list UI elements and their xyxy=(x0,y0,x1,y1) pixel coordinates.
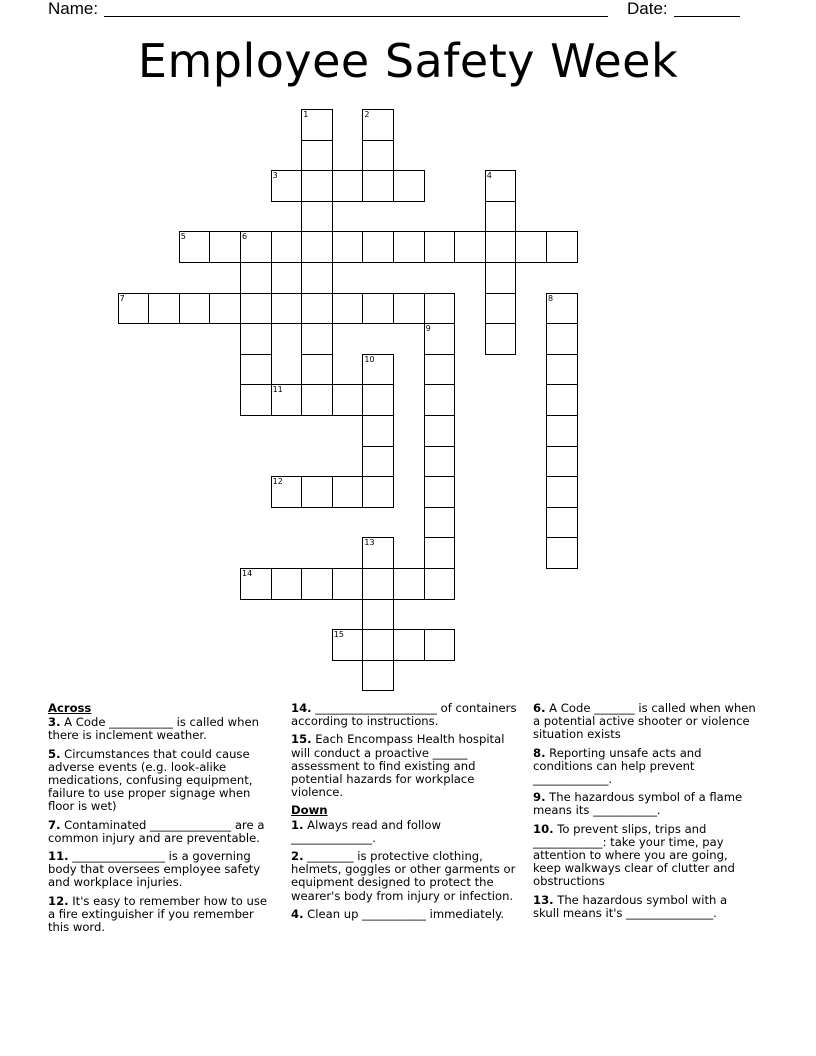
clue-item xyxy=(291,733,527,799)
crossword-cell[interactable] xyxy=(332,476,364,508)
clue-item-text: Circumstances that could cause adverse events (e.g. look-alike medications, confusing equipment, failure to use proper signage when floor is wet) xyxy=(48,746,253,814)
crossword-cell[interactable] xyxy=(271,476,303,508)
section-heading: Across xyxy=(48,701,92,715)
clue-item xyxy=(48,895,276,935)
clue-number: 5 xyxy=(180,232,186,242)
crossword-cell[interactable] xyxy=(362,384,394,416)
crossword-cell[interactable] xyxy=(301,384,333,416)
crossword-cell[interactable] xyxy=(546,354,578,386)
crossword-cell[interactable] xyxy=(546,537,578,569)
crossword-cell[interactable] xyxy=(179,293,211,325)
clue-item xyxy=(48,850,276,890)
crossword-cell[interactable] xyxy=(424,537,456,569)
crossword-cell[interactable] xyxy=(240,384,272,416)
clue-item xyxy=(533,791,757,817)
clue-item-text: It's easy to remember how to use a fire extinguisher if you remember this word. xyxy=(48,893,268,935)
crossword-cell[interactable] xyxy=(362,660,394,692)
crossword-cell[interactable] xyxy=(393,170,425,202)
clue-item-text: ________ is protective clothing, helmets, goggles or other garments or equipment designed to protect the wearer's body from injury or infection. xyxy=(291,849,516,903)
crossword-cell[interactable] xyxy=(179,231,211,263)
crossword-cell[interactable] xyxy=(301,354,333,386)
puzzle-title: Employee Safety Week xyxy=(137,34,679,88)
date-field-line[interactable] xyxy=(674,16,740,17)
crossword-cell[interactable] xyxy=(362,109,394,141)
name-label: Name: xyxy=(48,0,99,18)
clue-item xyxy=(533,747,757,787)
crossword-cell[interactable] xyxy=(332,384,364,416)
crossword-cell[interactable] xyxy=(148,293,180,325)
clue-item xyxy=(291,850,527,903)
crossword-cell[interactable] xyxy=(424,446,456,478)
crossword-cell[interactable] xyxy=(118,293,150,325)
crossword-cell[interactable] xyxy=(271,384,303,416)
clue-item-text: The hazardous symbol of a flame means its ___________. xyxy=(533,790,743,818)
clue-item-number: 5. xyxy=(48,746,61,761)
clue-item-text: To prevent slips, trips and ____________: take your time, pay attention to where you are going, keep walkways clear of clutter and obstructions xyxy=(533,821,735,889)
crossword-cell[interactable] xyxy=(301,476,333,508)
crossword-cell[interactable] xyxy=(240,262,272,294)
crossword-cell[interactable] xyxy=(393,568,425,600)
clue-item-number: 4. xyxy=(291,906,304,921)
clue-item-number: 6. xyxy=(533,701,546,715)
crossword-cell[interactable] xyxy=(362,354,394,386)
crossword-cell[interactable] xyxy=(240,231,272,263)
crossword-cell[interactable] xyxy=(362,293,394,325)
crossword-cell[interactable] xyxy=(332,629,364,661)
crossword-cell[interactable] xyxy=(332,170,364,202)
crossword-cell[interactable] xyxy=(301,262,333,294)
clue-item-number: 3. xyxy=(48,715,61,730)
crossword-cell[interactable] xyxy=(485,201,517,233)
crossword-cell[interactable] xyxy=(515,231,547,263)
crossword-cell[interactable] xyxy=(362,476,394,508)
crossword-cell[interactable] xyxy=(271,568,303,600)
crossword-cell[interactable] xyxy=(424,354,456,386)
crossword-cell[interactable] xyxy=(271,293,303,325)
crossword-cell[interactable] xyxy=(240,323,272,355)
clue-item-text: Always read and follow ______________. xyxy=(291,817,441,845)
crossword-cell[interactable] xyxy=(332,293,364,325)
crossword-cell[interactable] xyxy=(424,231,456,263)
crossword-cell[interactable] xyxy=(485,323,517,355)
crossword-cell[interactable] xyxy=(546,507,578,539)
clue-item-text: A Code _______ is called when when a potential active shooter or violence situation exists xyxy=(533,701,756,742)
clue-item-number: 13. xyxy=(533,892,554,907)
crossword-cell[interactable] xyxy=(485,231,517,263)
section-heading: Down xyxy=(291,803,328,818)
clues-column-3 xyxy=(533,702,757,925)
crossword-cell[interactable] xyxy=(546,446,578,478)
clue-item xyxy=(533,823,757,889)
crossword-cell[interactable] xyxy=(485,170,517,202)
crossword-cell[interactable] xyxy=(362,415,394,447)
clue-item xyxy=(533,702,757,742)
clue-item-text: Each Encompass Health hospital will conduct a proactive ______ assessment to find existing and potential hazards for workplace violence. xyxy=(291,732,505,800)
crossword-cell[interactable] xyxy=(240,354,272,386)
clue-number: 7 xyxy=(119,293,125,303)
clue-number: 13 xyxy=(364,538,375,548)
crossword-cell[interactable] xyxy=(362,537,394,569)
clues-column-1 xyxy=(48,702,276,939)
clue-number: 9 xyxy=(425,324,431,334)
crossword-cell[interactable] xyxy=(546,384,578,416)
crossword-cell[interactable] xyxy=(546,476,578,508)
clue-number: 6 xyxy=(242,232,248,242)
clue-number: 4 xyxy=(486,171,492,181)
crossword-cell[interactable] xyxy=(546,415,578,447)
clue-item xyxy=(533,894,757,920)
crossword-cell[interactable] xyxy=(393,629,425,661)
clue-number: 15 xyxy=(333,630,344,640)
crossword-cell[interactable] xyxy=(393,231,425,263)
crossword-cell[interactable] xyxy=(301,568,333,600)
crossword-cell[interactable] xyxy=(485,262,517,294)
crossword-cell[interactable] xyxy=(362,446,394,478)
clue-item xyxy=(291,908,527,921)
crossword-cell[interactable] xyxy=(424,629,456,661)
crossword-cell[interactable] xyxy=(485,293,517,325)
clue-number: 14 xyxy=(242,569,253,578)
clue-item-number: 11. xyxy=(48,849,69,864)
crossword-cell[interactable] xyxy=(546,293,578,325)
crossword-cell[interactable] xyxy=(424,568,456,600)
crossword-cell[interactable] xyxy=(240,293,272,325)
clue-number: 10 xyxy=(364,354,375,364)
clue-number: 3 xyxy=(272,171,278,181)
crossword-cell[interactable] xyxy=(209,293,241,325)
clue-item-text: Contaminated ______________ are a common injury and are preventable. xyxy=(48,817,265,845)
clue-number: 8 xyxy=(548,293,554,303)
crossword-cell[interactable] xyxy=(301,323,333,355)
crossword-cell[interactable] xyxy=(393,293,425,325)
clue-item-text: ________________ is a governing body that oversees employee safety and workplace injuries. xyxy=(48,849,261,890)
clue-item xyxy=(291,702,527,728)
date-label: Date: xyxy=(627,0,668,18)
crossword-cell[interactable] xyxy=(362,599,394,631)
page-header xyxy=(0,0,816,22)
clue-item-number: 9. xyxy=(533,790,546,805)
crossword-cell[interactable] xyxy=(301,231,333,263)
crossword-cell[interactable] xyxy=(424,323,456,355)
crossword-cell[interactable] xyxy=(362,568,394,600)
crossword-cell[interactable] xyxy=(209,231,241,263)
clue-item-number: 8. xyxy=(533,745,546,760)
crossword-cell[interactable] xyxy=(362,629,394,661)
clue-item xyxy=(48,748,276,814)
crossword-cell[interactable] xyxy=(424,293,456,325)
crossword-cell[interactable] xyxy=(301,140,333,172)
clue-item xyxy=(48,819,276,845)
crossword-cell[interactable] xyxy=(332,568,364,600)
clue-item-number: 12. xyxy=(48,893,69,908)
clue-number: 11 xyxy=(272,385,283,395)
clue-number: 2 xyxy=(364,110,370,119)
crossword-cell[interactable] xyxy=(362,140,394,172)
crossword-cell[interactable] xyxy=(546,323,578,355)
crossword-cell[interactable] xyxy=(301,109,333,141)
crossword-cell[interactable] xyxy=(546,231,578,263)
crossword-cell[interactable] xyxy=(362,231,394,263)
clue-item xyxy=(48,716,276,742)
crossword-cell[interactable] xyxy=(271,231,303,263)
name-field-line[interactable] xyxy=(104,16,608,17)
crossword-cell[interactable] xyxy=(271,170,303,202)
clue-item-number: 1. xyxy=(291,817,304,832)
clue-item-number: 15. xyxy=(291,732,312,747)
clue-item-number: 7. xyxy=(48,817,61,832)
clue-item-text: Reporting unsafe acts and conditions can help prevent _____________. xyxy=(533,745,702,787)
crossword-cell[interactable] xyxy=(301,170,333,202)
clue-item xyxy=(291,819,527,845)
crossword-cell[interactable] xyxy=(424,476,456,508)
crossword-cell[interactable] xyxy=(362,170,394,202)
crossword-cell[interactable] xyxy=(424,384,456,416)
clue-item-text: Clean up ___________ immediately. xyxy=(303,906,505,921)
clues-column-2 xyxy=(291,702,527,926)
clue-item-number: 2. xyxy=(291,849,304,864)
clue-item-number: 10. xyxy=(533,821,554,836)
crossword-cell[interactable] xyxy=(424,415,456,447)
crossword-cell[interactable] xyxy=(240,568,272,600)
clue-number: 12 xyxy=(272,477,283,487)
clue-number: 1 xyxy=(303,110,309,119)
clue-item-text: _____________________ of containers according to instructions. xyxy=(291,701,517,729)
crossword-cell[interactable] xyxy=(332,231,364,263)
crossword-cell[interactable] xyxy=(301,201,333,233)
clue-item-text: A Code ___________ is called when there is inclement weather. xyxy=(48,715,259,743)
crossword-cell[interactable] xyxy=(424,507,456,539)
clue-item-number: 14. xyxy=(291,701,312,715)
clue-item-text: The hazardous symbol with a skull means it's _______________. xyxy=(533,892,728,920)
crossword-cell[interactable] xyxy=(454,231,486,263)
crossword-cell[interactable] xyxy=(301,293,333,325)
